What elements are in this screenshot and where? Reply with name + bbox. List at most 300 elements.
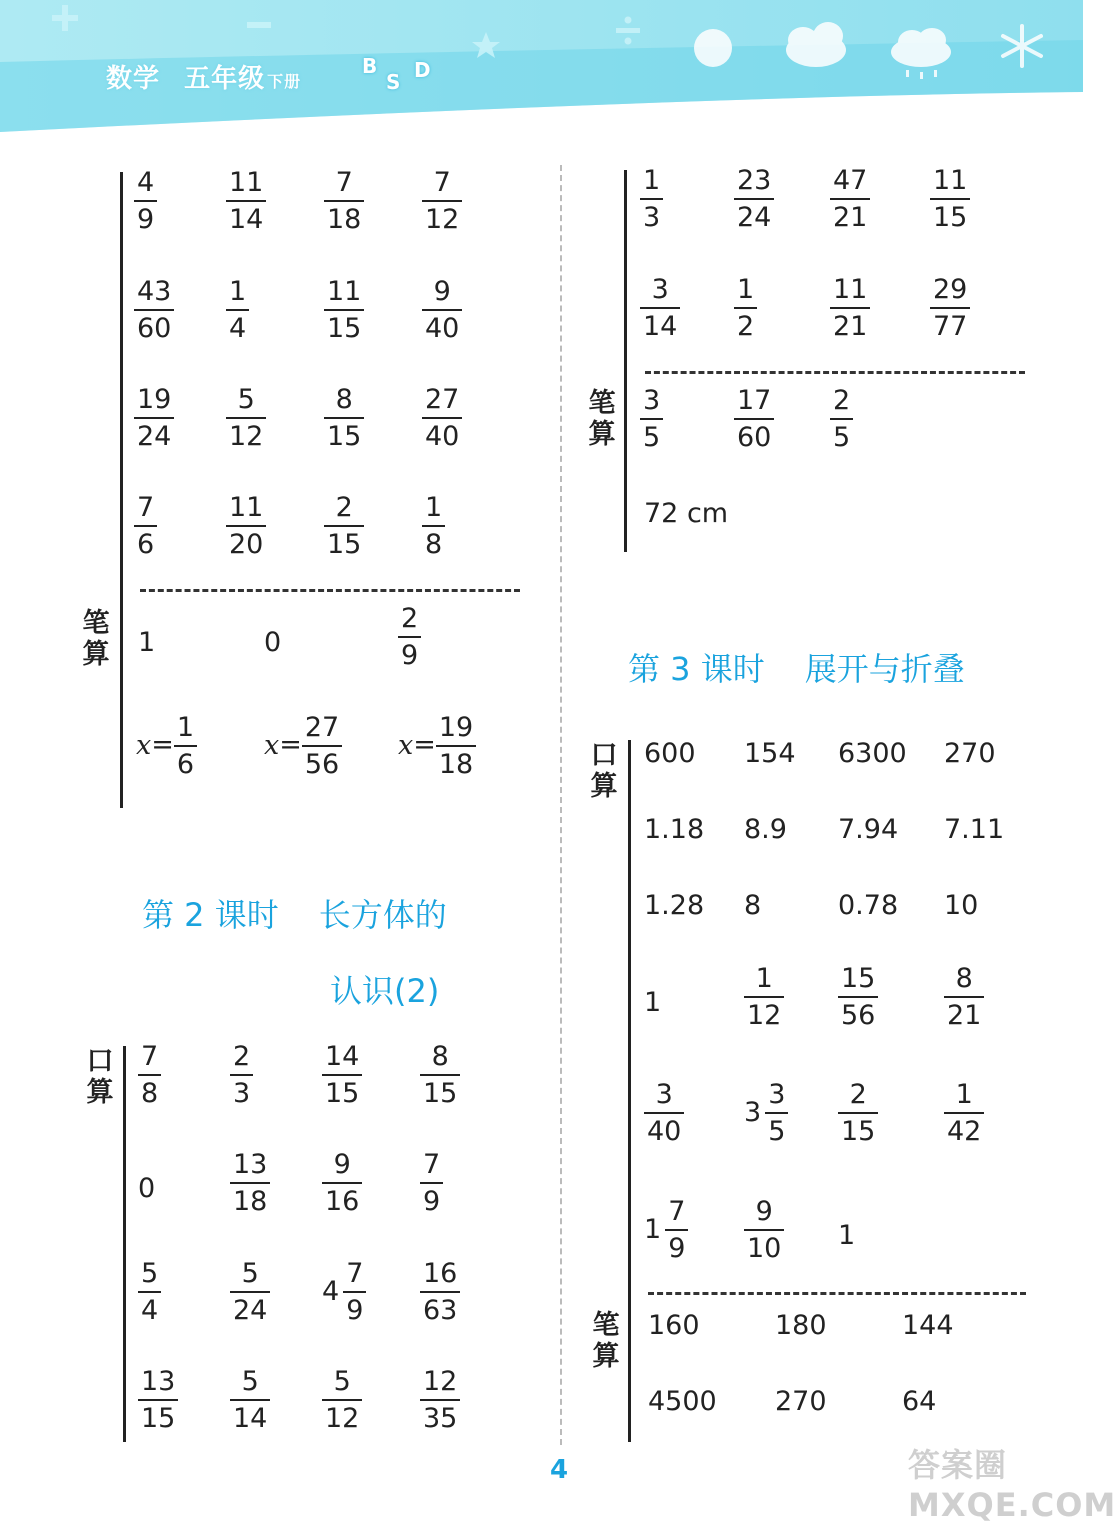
fraction-answer bbox=[138, 1041, 161, 1108]
answer-value: 7.11 bbox=[944, 814, 1005, 845]
answer-value: 64 bbox=[902, 1386, 937, 1417]
fraction-answer bbox=[422, 384, 462, 451]
fraction bbox=[226, 384, 266, 451]
fraction bbox=[420, 1258, 460, 1325]
numerator: 7 bbox=[346, 1258, 364, 1289]
numerator: 7 bbox=[137, 492, 155, 523]
subject-label: 数学 bbox=[106, 64, 161, 94]
fraction bbox=[734, 385, 774, 452]
denominator: 14 bbox=[640, 307, 680, 341]
answer-value: 160 bbox=[648, 1310, 700, 1341]
answer-value: 144 bbox=[902, 1310, 954, 1341]
fraction-answer bbox=[322, 1366, 362, 1433]
denominator: 24 bbox=[230, 1291, 270, 1325]
number-answer bbox=[944, 892, 978, 919]
lesson2-number: 第 2 课时 bbox=[142, 896, 279, 934]
number-answer bbox=[264, 629, 281, 656]
numerator: 7 bbox=[433, 167, 451, 198]
center-divider bbox=[560, 165, 562, 1445]
fraction-answer bbox=[226, 384, 266, 451]
numerator: 7 bbox=[141, 1041, 159, 1072]
fraction bbox=[640, 165, 663, 232]
bisuan-label-left: 笔算 bbox=[82, 608, 110, 670]
numerator: 13 bbox=[233, 1149, 268, 1180]
fraction bbox=[765, 1079, 788, 1146]
fraction-answer bbox=[230, 1366, 270, 1433]
denominator: 15 bbox=[324, 309, 364, 343]
sun-icon bbox=[694, 29, 732, 67]
number-answer bbox=[775, 1312, 827, 1339]
fraction-answer bbox=[134, 384, 174, 451]
answer-value: 7.94 bbox=[838, 814, 899, 845]
answer-value: 270 bbox=[775, 1386, 827, 1417]
number-answer bbox=[138, 629, 155, 656]
fraction bbox=[744, 1196, 784, 1263]
number-answer bbox=[744, 816, 787, 843]
number-answer bbox=[138, 1175, 155, 1202]
denominator: 5 bbox=[640, 418, 663, 452]
fraction bbox=[138, 1041, 161, 1108]
numerator: 1 bbox=[955, 1079, 973, 1110]
denominator: 9 bbox=[343, 1291, 366, 1325]
left-upper-column-rule bbox=[120, 172, 123, 808]
fraction-answer bbox=[138, 1258, 161, 1325]
numerator: 3 bbox=[643, 385, 661, 416]
denominator: 42 bbox=[944, 1112, 984, 1146]
numerator: 13 bbox=[141, 1366, 176, 1397]
mixed-whole: 4 bbox=[322, 1276, 340, 1307]
fraction bbox=[230, 1258, 270, 1325]
mixed-whole: 1 bbox=[644, 1214, 662, 1245]
denominator: 6 bbox=[134, 525, 157, 559]
fraction bbox=[174, 712, 197, 779]
denominator: 5 bbox=[765, 1112, 788, 1146]
fraction bbox=[838, 1079, 878, 1146]
denominator: 14 bbox=[230, 1399, 270, 1433]
fraction-answer bbox=[420, 1149, 443, 1216]
right-section-divider bbox=[645, 371, 1025, 374]
numerator: 9 bbox=[755, 1196, 773, 1227]
fraction bbox=[134, 167, 157, 234]
fraction bbox=[134, 492, 157, 559]
answer-value: 600 bbox=[644, 738, 696, 769]
numerator: 11 bbox=[229, 167, 264, 198]
fraction bbox=[830, 385, 853, 452]
answer-value: 1 bbox=[138, 627, 156, 658]
fraction-answer bbox=[324, 492, 364, 559]
denominator: 24 bbox=[134, 417, 174, 451]
fraction bbox=[644, 1079, 684, 1146]
numerator: 11 bbox=[933, 165, 968, 196]
fraction bbox=[226, 167, 266, 234]
number-answer bbox=[648, 1312, 700, 1339]
numerator: 19 bbox=[137, 384, 172, 415]
answer-value: 8.9 bbox=[744, 814, 787, 845]
fraction-answer bbox=[744, 1196, 784, 1263]
header-banner bbox=[0, 0, 1083, 135]
fraction-answer bbox=[422, 276, 462, 343]
fraction-answer bbox=[322, 1041, 362, 1108]
numerator: 27 bbox=[425, 384, 460, 415]
fraction-answer bbox=[324, 276, 364, 343]
bisuan-label-lesson3: 笔算 bbox=[592, 1310, 620, 1372]
fraction-answer bbox=[944, 1079, 984, 1146]
denominator: 12 bbox=[322, 1399, 362, 1433]
kousuan-label-lesson2: 口算 bbox=[86, 1046, 114, 1108]
fraction bbox=[302, 712, 342, 779]
denominator: 12 bbox=[226, 417, 266, 451]
lesson2-title-line1: 长方体的 bbox=[318, 896, 447, 934]
equals-sign: = bbox=[413, 729, 436, 760]
fraction bbox=[324, 276, 364, 343]
fraction bbox=[134, 276, 174, 343]
denominator: 15 bbox=[930, 198, 970, 232]
denominator: 4 bbox=[226, 309, 249, 343]
denominator: 18 bbox=[436, 745, 476, 779]
number-answer bbox=[644, 740, 696, 767]
lesson3-heading bbox=[628, 644, 965, 690]
numerator: 9 bbox=[333, 1149, 351, 1180]
numerator: 11 bbox=[327, 276, 362, 307]
fraction-answer bbox=[322, 1149, 362, 1216]
fraction bbox=[838, 963, 878, 1030]
cloud-icon bbox=[786, 22, 846, 67]
denominator: 14 bbox=[226, 200, 266, 234]
numerator: 1 bbox=[176, 712, 195, 743]
fraction bbox=[324, 384, 364, 451]
plus-icon bbox=[52, 5, 78, 31]
numerator: 19 bbox=[438, 712, 474, 743]
equation-answer bbox=[264, 712, 342, 779]
fraction bbox=[944, 1079, 984, 1146]
fraction bbox=[422, 167, 462, 234]
numerator: 1 bbox=[229, 276, 247, 307]
denominator: 16 bbox=[322, 1182, 362, 1216]
denominator: 21 bbox=[830, 198, 870, 232]
number-answer bbox=[744, 892, 761, 919]
fraction bbox=[944, 963, 984, 1030]
denominator: 20 bbox=[226, 525, 266, 559]
denominator: 8 bbox=[422, 525, 445, 559]
numerator: 8 bbox=[335, 384, 353, 415]
number-answer bbox=[644, 500, 728, 527]
numerator: 7 bbox=[668, 1196, 686, 1227]
answer-value: 1.18 bbox=[644, 814, 705, 845]
variable: x bbox=[398, 730, 414, 761]
fraction-answer bbox=[944, 963, 984, 1030]
fraction-answer bbox=[422, 167, 462, 234]
denominator: 15 bbox=[324, 417, 364, 451]
fraction-answer bbox=[230, 1041, 253, 1108]
denominator: 15 bbox=[138, 1399, 178, 1433]
kousuan-label-lesson3: 口算 bbox=[590, 740, 618, 802]
denominator: 4 bbox=[138, 1291, 161, 1325]
divide-icon bbox=[616, 17, 640, 45]
denominator: 18 bbox=[230, 1182, 270, 1216]
numerator: 8 bbox=[955, 963, 973, 994]
denominator: 15 bbox=[322, 1074, 362, 1108]
number-answer bbox=[775, 1388, 827, 1415]
fraction-answer bbox=[420, 1366, 460, 1433]
fraction-answer bbox=[420, 1258, 460, 1325]
denominator: 5 bbox=[830, 418, 853, 452]
mixed-number-answer bbox=[744, 1079, 788, 1146]
answer-value: 0 bbox=[264, 627, 282, 658]
denominator: 60 bbox=[734, 418, 774, 452]
answer-value: 270 bbox=[944, 738, 996, 769]
numerator: 2 bbox=[233, 1041, 251, 1072]
denominator: 40 bbox=[422, 417, 462, 451]
fraction-answer bbox=[830, 385, 853, 452]
denominator: 3 bbox=[230, 1074, 253, 1108]
answer-value: 180 bbox=[775, 1310, 827, 1341]
answer-value: 10 bbox=[944, 890, 979, 921]
fraction bbox=[230, 1149, 270, 1216]
denominator: 8 bbox=[138, 1074, 161, 1108]
denominator: 56 bbox=[302, 745, 342, 779]
fraction bbox=[138, 1258, 161, 1325]
fraction-answer bbox=[230, 1258, 270, 1325]
fraction-answer bbox=[226, 492, 266, 559]
fraction bbox=[322, 1366, 362, 1433]
variable: x bbox=[136, 730, 152, 761]
equation-answer bbox=[136, 712, 197, 779]
fraction bbox=[343, 1258, 366, 1325]
fraction bbox=[436, 712, 476, 779]
denominator: 15 bbox=[838, 1112, 878, 1146]
numerator: 3 bbox=[651, 274, 669, 305]
edition-letter-b: B bbox=[362, 54, 378, 78]
fraction-answer bbox=[744, 963, 784, 1030]
fraction-answer bbox=[930, 165, 970, 232]
denominator: 12 bbox=[744, 996, 784, 1030]
answer-value: 4500 bbox=[648, 1386, 717, 1417]
equation-answer bbox=[398, 712, 476, 779]
numerator: 43 bbox=[137, 276, 172, 307]
fraction bbox=[420, 1366, 460, 1433]
numerator: 29 bbox=[933, 274, 968, 305]
lesson3-number: 第 3 课时 bbox=[628, 650, 765, 688]
snowflake-icon bbox=[1003, 26, 1041, 66]
watermark-logo: 答案圈 MXQE.COM bbox=[908, 1446, 1116, 1524]
answer-value: 6300 bbox=[838, 738, 907, 769]
fraction bbox=[422, 384, 462, 451]
fraction bbox=[830, 165, 870, 232]
mixed-number-answer bbox=[322, 1258, 366, 1325]
left-lower-column-rule bbox=[123, 1046, 126, 1442]
number-answer bbox=[838, 740, 907, 767]
fraction bbox=[665, 1196, 688, 1263]
fraction-answer bbox=[226, 167, 266, 234]
lesson3-section-divider bbox=[648, 1292, 1026, 1295]
fraction-answer bbox=[398, 603, 421, 670]
numerator: 23 bbox=[737, 165, 772, 196]
fraction bbox=[734, 165, 774, 232]
denominator: 40 bbox=[422, 309, 462, 343]
fraction bbox=[322, 1041, 362, 1108]
denominator: 2 bbox=[734, 307, 757, 341]
fraction bbox=[734, 274, 757, 341]
numerator: 1 bbox=[755, 963, 773, 994]
fraction bbox=[322, 1149, 362, 1216]
numerator: 7 bbox=[335, 167, 353, 198]
denominator: 63 bbox=[420, 1291, 460, 1325]
fraction bbox=[930, 165, 970, 232]
denominator: 9 bbox=[665, 1229, 688, 1263]
denominator: 3 bbox=[640, 198, 663, 232]
fraction bbox=[422, 276, 462, 343]
mixed-whole: 3 bbox=[744, 1097, 762, 1128]
numerator: 8 bbox=[431, 1041, 449, 1072]
denominator: 60 bbox=[134, 309, 174, 343]
denominator: 9 bbox=[134, 200, 157, 234]
fraction-answer bbox=[734, 385, 774, 452]
mixed-number-answer bbox=[644, 1196, 688, 1263]
lesson2-heading bbox=[142, 890, 447, 936]
numerator: 1 bbox=[737, 274, 755, 305]
left-section-divider bbox=[140, 589, 520, 592]
answer-value: 1.28 bbox=[644, 890, 705, 921]
page-number: 4 bbox=[550, 1455, 569, 1485]
bisuan-label-right: 笔算 bbox=[588, 388, 616, 450]
denominator: 15 bbox=[324, 525, 364, 559]
fraction-answer bbox=[930, 274, 970, 341]
denominator: 12 bbox=[422, 200, 462, 234]
fraction-answer bbox=[324, 384, 364, 451]
denominator: 18 bbox=[324, 200, 364, 234]
fraction-answer bbox=[230, 1149, 270, 1216]
number-answer bbox=[838, 892, 898, 919]
numerator: 47 bbox=[833, 165, 868, 196]
fraction-answer bbox=[422, 492, 445, 559]
numerator: 2 bbox=[849, 1079, 867, 1110]
numerator: 5 bbox=[237, 384, 255, 415]
numerator: 4 bbox=[137, 167, 155, 198]
numerator: 3 bbox=[655, 1079, 673, 1110]
answer-value: 1 bbox=[644, 987, 662, 1018]
length-answer: 72 cm bbox=[644, 498, 729, 529]
fraction-answer bbox=[138, 1366, 178, 1433]
numerator: 5 bbox=[241, 1258, 259, 1289]
lesson3-title: 展开与折叠 bbox=[804, 650, 965, 688]
numerator: 14 bbox=[325, 1041, 360, 1072]
fraction-answer bbox=[420, 1041, 460, 1108]
fraction-answer bbox=[734, 165, 774, 232]
fraction bbox=[134, 384, 174, 451]
numerator: 5 bbox=[241, 1366, 259, 1397]
answer-value: 1 bbox=[838, 1220, 856, 1251]
answer-value: 8 bbox=[744, 890, 762, 921]
book-title bbox=[106, 58, 301, 95]
numerator: 7 bbox=[423, 1149, 441, 1180]
fraction bbox=[640, 274, 680, 341]
numerator: 12 bbox=[423, 1366, 458, 1397]
answer-value: 0 bbox=[138, 1173, 156, 1204]
fraction bbox=[420, 1041, 460, 1108]
right-lower-column-rule bbox=[628, 740, 631, 1442]
number-answer bbox=[944, 816, 1004, 843]
denominator: 21 bbox=[830, 307, 870, 341]
edition-letter-s: S bbox=[386, 70, 401, 94]
fraction bbox=[226, 492, 266, 559]
numerator: 1 bbox=[643, 165, 661, 196]
fraction-answer bbox=[134, 167, 157, 234]
numerator: 2 bbox=[335, 492, 353, 523]
fraction-answer bbox=[734, 274, 757, 341]
volume-label: 下册 bbox=[267, 72, 302, 91]
rain-cloud-icon bbox=[891, 28, 951, 79]
right-upper-column-rule bbox=[624, 170, 627, 552]
fraction bbox=[398, 603, 421, 670]
answer-value: 0.78 bbox=[838, 890, 899, 921]
fraction-answer bbox=[830, 165, 870, 232]
fraction bbox=[744, 963, 784, 1030]
denominator: 21 bbox=[944, 996, 984, 1030]
fraction bbox=[324, 492, 364, 559]
denominator: 9 bbox=[398, 636, 421, 670]
fraction bbox=[830, 274, 870, 341]
number-answer bbox=[902, 1312, 954, 1339]
fraction-answer bbox=[838, 1079, 878, 1146]
numerator: 5 bbox=[333, 1366, 351, 1397]
fraction bbox=[640, 385, 663, 452]
fraction bbox=[230, 1041, 253, 1108]
numerator: 16 bbox=[423, 1258, 458, 1289]
lesson2-title-line2: 认识(2) bbox=[330, 972, 440, 1010]
numerator: 3 bbox=[768, 1079, 786, 1110]
variable: x bbox=[264, 730, 280, 761]
denominator: 35 bbox=[420, 1399, 460, 1433]
number-answer bbox=[648, 1388, 717, 1415]
fraction-answer bbox=[640, 165, 663, 232]
denominator: 40 bbox=[644, 1112, 684, 1146]
fraction-answer bbox=[644, 1079, 684, 1146]
numerator: 5 bbox=[141, 1258, 159, 1289]
number-answer bbox=[944, 740, 996, 767]
numerator: 17 bbox=[737, 385, 772, 416]
fraction-answer bbox=[830, 274, 870, 341]
number-answer bbox=[902, 1388, 936, 1415]
fraction bbox=[324, 167, 364, 234]
numerator: 1 bbox=[425, 492, 443, 523]
numerator: 27 bbox=[304, 712, 340, 743]
number-answer bbox=[644, 892, 704, 919]
equals-sign: = bbox=[279, 729, 302, 760]
fraction-answer bbox=[134, 492, 157, 559]
grade-label: 五年级 bbox=[184, 64, 266, 94]
fraction-answer bbox=[134, 276, 174, 343]
numerator: 11 bbox=[833, 274, 868, 305]
fraction-answer bbox=[324, 167, 364, 234]
equals-sign: = bbox=[151, 729, 174, 760]
fraction bbox=[226, 276, 249, 343]
denominator: 24 bbox=[734, 198, 774, 232]
fraction-answer bbox=[838, 963, 878, 1030]
fraction-answer bbox=[640, 274, 680, 341]
numerator: 2 bbox=[833, 385, 851, 416]
numerator: 11 bbox=[229, 492, 264, 523]
fraction bbox=[230, 1366, 270, 1433]
fraction bbox=[422, 492, 445, 559]
fraction bbox=[930, 274, 970, 341]
numerator: 2 bbox=[401, 603, 419, 634]
numerator: 9 bbox=[433, 276, 451, 307]
number-answer bbox=[644, 989, 661, 1016]
denominator: 9 bbox=[420, 1182, 443, 1216]
edition-letter-d: D bbox=[414, 58, 431, 82]
minus-icon bbox=[247, 22, 271, 28]
fraction bbox=[138, 1366, 178, 1433]
